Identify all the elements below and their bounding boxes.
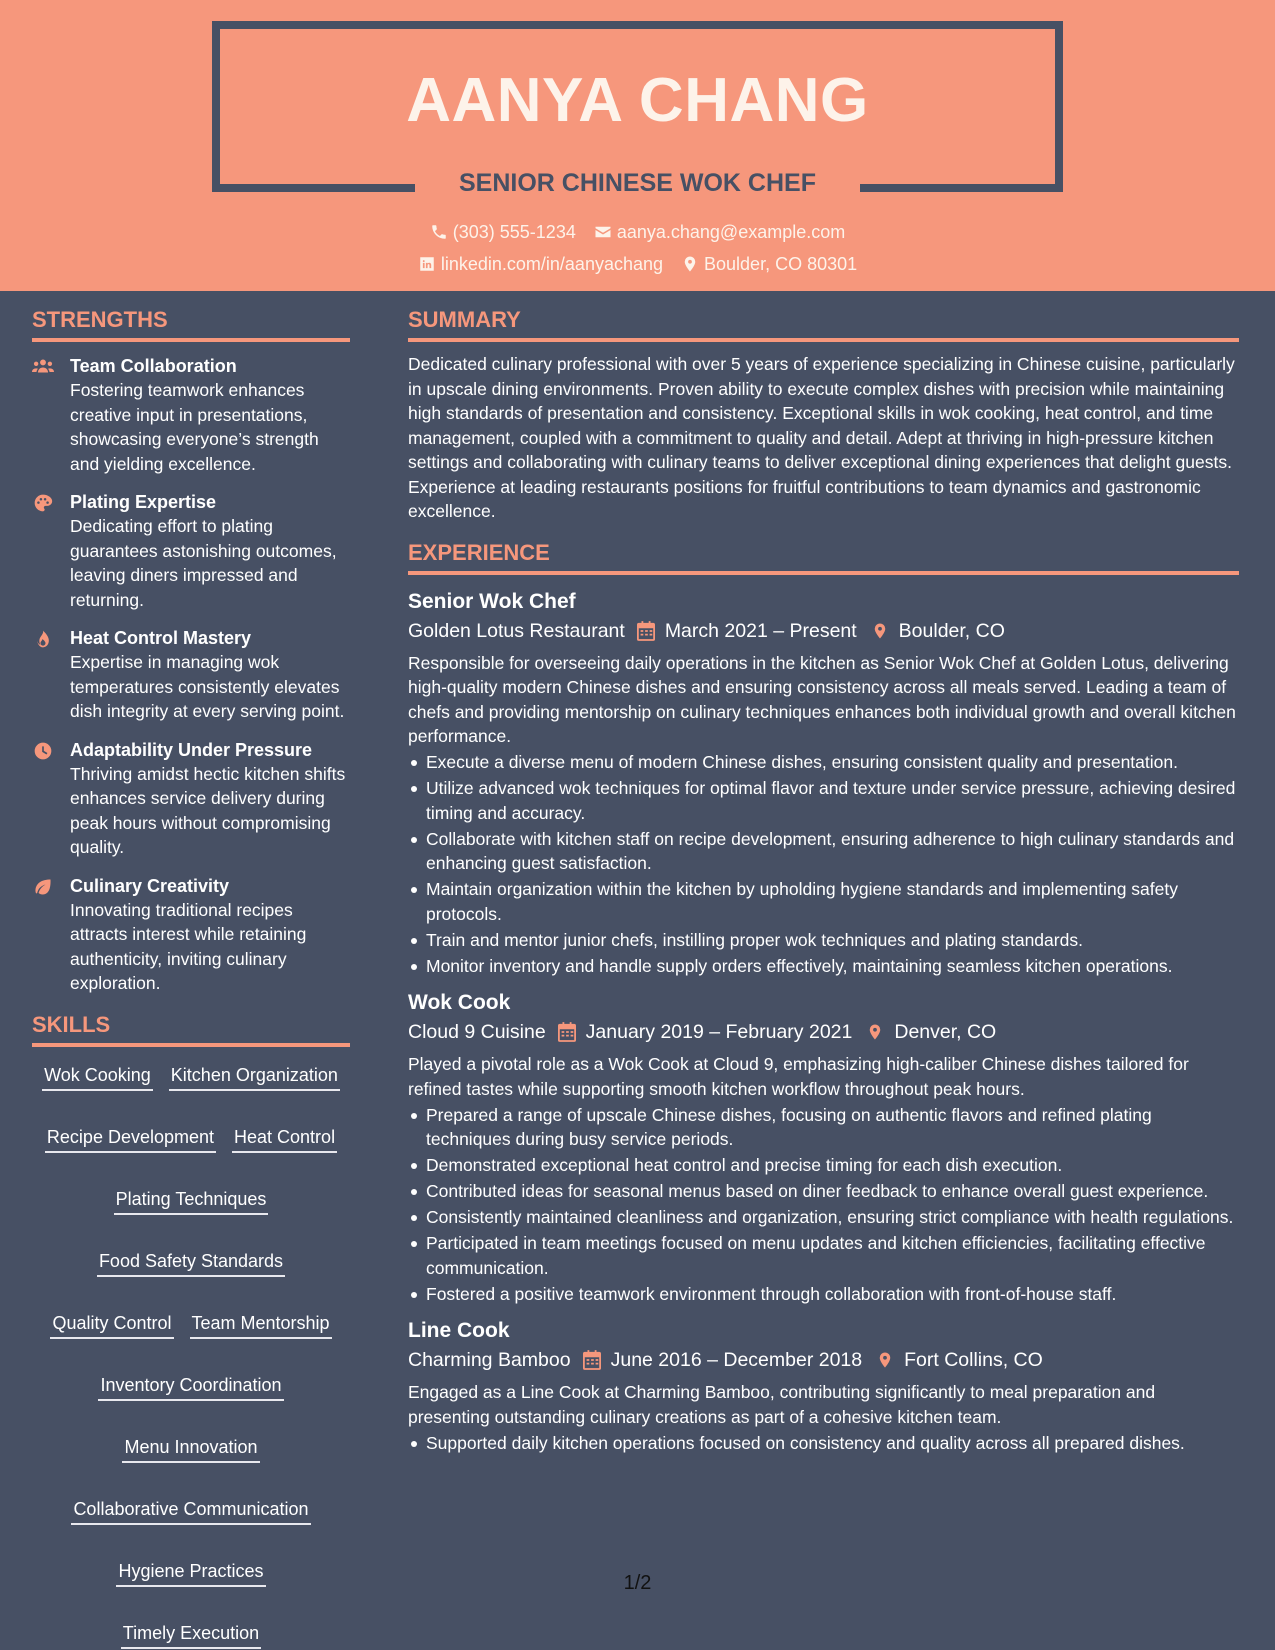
- map-pin-icon: [871, 621, 889, 641]
- job-role: Senior Wok Chef: [408, 589, 576, 613]
- linkedin-text: linkedin.com/in/aanyachang: [440, 254, 664, 274]
- contact-row-1: [0, 220, 1275, 244]
- strengths-heading: STRENGTHS: [32, 305, 350, 342]
- skill-tag: Kitchen Organization: [169, 1063, 340, 1091]
- summary-section: [408, 305, 1239, 524]
- list-item: Demonstrated exceptional heat control and precise timing for each dish execution.: [408, 1153, 1239, 1178]
- job-location: Denver, CO: [894, 1021, 997, 1043]
- skill-tag: Wok Cooking: [42, 1063, 153, 1091]
- job-description: Responsible for overseeing daily operations in the kitchen as Senior Wok Chef at Golden Lotus, delivering high-quality modern Chinese dishes and ensuring consistency across all meals served. Leading a team of chefs and providing mentorship on culinary techniques enhances both individual growth and overall kitchen performance.: [408, 652, 1236, 746]
- strength-item: [32, 738, 350, 860]
- skill-tag: Recipe Development: [45, 1125, 216, 1153]
- phone-text: (303) 555-1234: [452, 222, 576, 242]
- linkedin-contact[interactable]: [418, 252, 663, 276]
- map-pin-icon: [876, 1350, 894, 1370]
- calendar-icon: [583, 1350, 601, 1370]
- job-meta: [408, 617, 1239, 645]
- phone-icon: [430, 223, 448, 241]
- strength-title: Adaptability Under Pressure: [70, 739, 313, 760]
- right-column: [408, 305, 1239, 1465]
- frame-bottom-left-border: [212, 184, 415, 192]
- strength-title: Team Collaboration: [70, 356, 237, 376]
- job-bullets: [408, 750, 1239, 978]
- skills-heading: SKILLS: [32, 1010, 350, 1047]
- job-entry: [408, 587, 1239, 979]
- strength-title: Culinary Creativity: [70, 875, 230, 896]
- frame-left-border: [212, 21, 220, 192]
- frame-bottom-right-border: [860, 184, 1063, 192]
- job-entry: [408, 1316, 1239, 1455]
- skill-tag: Quality Control: [50, 1311, 173, 1339]
- candidate-name: AANYA CHANG: [406, 66, 869, 135]
- list-item: Participated in team meetings focused on menu updates and kitchen efficiencies, facilitating effective communication.: [408, 1231, 1239, 1280]
- strength-item: [32, 626, 350, 724]
- leaf-icon: [32, 877, 54, 897]
- frame-top-border: [212, 21, 1063, 29]
- list-item: Maintain organization within the kitchen by upholding hygiene standards and implementing safety protocols.: [408, 877, 1239, 926]
- skill-tag: Heat Control: [232, 1125, 337, 1153]
- list-item: Contributed ideas for seasonal menus based on diner feedback to enhance overall guest experience.: [408, 1179, 1239, 1204]
- skills-list: [32, 1059, 350, 1649]
- list-item: Prepared a range of upscale Chinese dishes, focusing on authentic flavors and refined plating techniques during busy service periods.: [408, 1103, 1239, 1152]
- envelope-icon: [594, 223, 612, 241]
- list-item: Utilize advanced wok techniques for optimal flavor and texture under service pressure, achieving desired timing and accuracy.: [408, 776, 1239, 825]
- calendar-icon: [558, 1022, 576, 1042]
- strength-description: Fostering teamwork enhances creative input in presentations, showcasing everyone’s strength and yielding excellence.: [70, 380, 319, 474]
- phone-contact[interactable]: [430, 220, 576, 244]
- page-number: 1/2: [623, 1572, 652, 1594]
- list-item: Monitor inventory and handle supply orders effectively, maintaining seamless kitchen operations.: [408, 954, 1239, 979]
- job-location: Boulder, CO: [898, 619, 1005, 642]
- job-dates: June 2016 – December 2018: [610, 1349, 863, 1371]
- strength-title: Plating Expertise: [70, 492, 217, 512]
- summary-text: Dedicated culinary professional with over 5 years of experience specializing in Chinese cuisine, particularly in upscale dining environments. Proven ability to execute complex dishes with precision while maintaining high standards of presentation and consistency. Exceptional skills in wok cooking, heat control, and time management, coupled with a commitment to quality and detail. Adept at thriving in high-pressure kitchen settings and collaborating with culinary teams to deliver exceptional dining experiences that delight guests. Experience at leading restaurants positions for fruitful contributions to team dynamics and gastronomic excellence.: [408, 354, 1235, 521]
- skill-tag: Plating Techniques: [114, 1187, 269, 1215]
- job-company: Charming Bamboo: [408, 1349, 571, 1371]
- calendar-icon: [637, 621, 655, 641]
- job-dates: March 2021 – Present: [664, 619, 857, 642]
- strength-description: Thriving amidst hectic kitchen shifts enhances service delivery during peak hours without compromising quality.: [70, 763, 346, 857]
- list-item: Supported daily kitchen operations focused on consistency and quality across all prepared dishes.: [408, 1431, 1239, 1456]
- fire-icon: [32, 629, 54, 649]
- skill-tag: Menu Innovation: [122, 1435, 259, 1463]
- skill-tag: Food Safety Standards: [97, 1249, 285, 1277]
- frame-right-border: [1055, 21, 1063, 192]
- palette-icon: [32, 493, 54, 513]
- users-icon: [32, 357, 54, 377]
- contact-row-2: [0, 252, 1275, 276]
- job-role: Wok Cook: [408, 991, 511, 1014]
- skill-tag: Hygiene Practices: [116, 1559, 265, 1587]
- strength-item: [32, 874, 350, 996]
- job-bullets: [408, 1103, 1239, 1307]
- job-bullets: [408, 1431, 1239, 1456]
- skills-section: [32, 1010, 350, 1649]
- strength-description: Expertise in managing wok temperatures consistently elevates dish integrity at every serving point.: [70, 652, 345, 721]
- linkedin-icon: [418, 255, 436, 273]
- email-contact[interactable]: [594, 220, 845, 244]
- skill-tag: Collaborative Communication: [71, 1497, 310, 1525]
- experience-heading: EXPERIENCE: [408, 538, 1239, 575]
- job-company: Golden Lotus Restaurant: [408, 619, 625, 642]
- list-item: Collaborate with kitchen staff on recipe development, ensuring adherence to high culinary standards and enhancing guest satisfaction.: [408, 827, 1239, 876]
- header-banner: [0, 0, 1275, 291]
- clock-icon: [32, 741, 54, 761]
- job-location: Fort Collins, CO: [904, 1349, 1043, 1371]
- strength-item: [32, 354, 350, 476]
- skill-tag: Timely Execution: [121, 1621, 261, 1649]
- location-text: Boulder, CO 80301: [704, 254, 858, 274]
- skill-tag: Inventory Coordination: [98, 1373, 283, 1401]
- job-company: Cloud 9 Cuisine: [408, 1021, 546, 1043]
- experience-section: [408, 538, 1239, 1456]
- strength-description: Innovating traditional recipes attracts interest while retaining authenticity, inviting culinary exploration.: [70, 899, 307, 993]
- list-item: Train and mentor junior chefs, instilling proper wok techniques and plating standards.: [408, 928, 1239, 953]
- job-dates: January 2019 – February 2021: [585, 1021, 853, 1043]
- job-description: Played a pivotal role as a Wok Cook at Cloud 9, emphasizing high-caliber Chinese dishes tailored for refined tastes while supporting smooth kitchen workflow throughout peak hours.: [408, 1054, 1189, 1099]
- strengths-section: [32, 305, 350, 996]
- skill-tag: Team Mentorship: [190, 1311, 332, 1339]
- job-role: Line Cook: [408, 1319, 510, 1342]
- email-text: aanya.chang@example.com: [616, 222, 846, 242]
- job-meta: [408, 1346, 1239, 1374]
- job-description: Engaged as a Line Cook at Charming Bamboo, contributing significantly to meal preparation and presenting outstanding culinary creations as part of a cohesive kitchen team.: [408, 1382, 1156, 1427]
- location-contact: [681, 252, 857, 276]
- summary-heading: SUMMARY: [408, 305, 1239, 342]
- list-item: Execute a diverse menu of modern Chinese dishes, ensuring consistent quality and presentation.: [408, 750, 1239, 775]
- list-item: Fostered a positive teamwork environment through collaboration with front-of-house staff.: [408, 1282, 1239, 1307]
- job-meta: [408, 1018, 1239, 1046]
- map-pin-icon: [866, 1022, 884, 1042]
- strength-description: Dedicating effort to plating guarantees astonishing outcomes, leaving diners impressed and returning.: [70, 516, 337, 610]
- left-column: [32, 305, 350, 1649]
- job-entry: [408, 988, 1239, 1306]
- strength-item: [32, 490, 350, 612]
- list-item: Consistently maintained cleanliness and organization, ensuring strict compliance with health regulations.: [408, 1205, 1239, 1230]
- strength-title: Heat Control Mastery: [70, 628, 252, 648]
- map-pin-icon: [681, 255, 699, 273]
- candidate-title: SENIOR CHINESE WOK CHEF: [459, 169, 816, 197]
